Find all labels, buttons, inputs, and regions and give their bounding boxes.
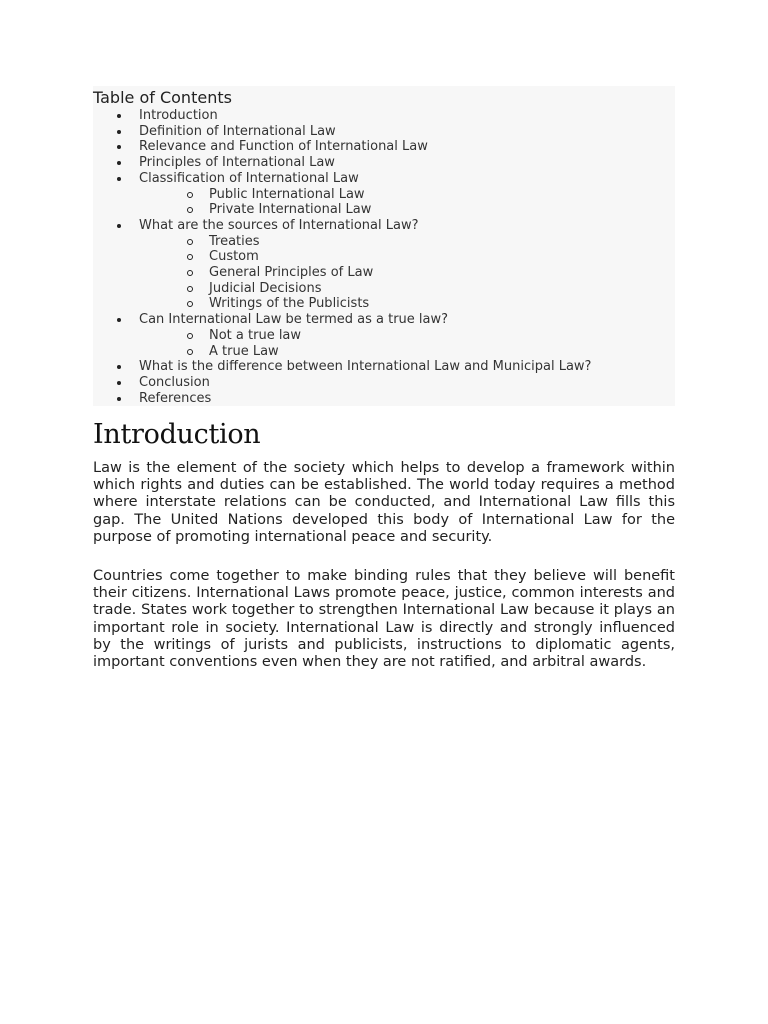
toc-item[interactable] [93, 312, 675, 328]
toc-subsection [93, 328, 675, 359]
toc-item[interactable] [93, 391, 675, 407]
toc-sublist [93, 234, 675, 313]
toc-subitem[interactable] [93, 234, 675, 250]
section-heading-introduction: Introduction [93, 419, 261, 450]
circle-bullet-icon [187, 333, 193, 339]
circle-bullet-icon [187, 207, 193, 213]
toc-list [93, 108, 675, 406]
toc-sublist [93, 328, 675, 359]
bullet-icon [117, 161, 121, 165]
toc-subsection [93, 234, 675, 313]
toc-item[interactable] [93, 124, 675, 140]
bullet-icon [117, 224, 121, 228]
toc-item-label: Principles of International Law [139, 155, 335, 171]
document-page [93, 86, 675, 693]
toc-subsection [93, 187, 675, 218]
bullet-icon [117, 318, 121, 322]
toc-item-label: Definition of International Law [139, 123, 336, 139]
bullet-icon [117, 365, 121, 369]
toc-subitem[interactable] [93, 296, 675, 312]
toc-item-label: Can International Law be termed as a true law? [139, 312, 449, 328]
toc-item-label: Relevance and Function of International Law [139, 139, 428, 155]
toc-item[interactable] [93, 171, 675, 187]
toc-subitem[interactable] [93, 281, 675, 297]
toc-subitem-label: A true Law [209, 343, 279, 359]
bullet-icon [117, 114, 121, 118]
toc-subitem-label: Not a true law [209, 327, 302, 343]
toc-item[interactable] [93, 218, 675, 234]
circle-bullet-icon [187, 239, 193, 245]
bullet-icon [117, 177, 121, 181]
circle-bullet-icon [187, 286, 193, 292]
toc-subitem[interactable] [93, 187, 675, 203]
toc-subitem-label: Private International Law [209, 202, 372, 218]
toc-item[interactable] [93, 375, 675, 391]
circle-bullet-icon [187, 349, 193, 355]
bullet-icon [117, 381, 121, 385]
intro-paragraph: Countries come together to make binding rules that they believe will benefit their citizens. International Laws promote peace, justice, common interests and trade. States work together to strengthen International Law because it plays an important role in society. International Law is directly and strongly influenced by the writings of jurists and publicists, instructions to diplomatic agents, important conventions even when they are not ratified, and arbitral awards. [93, 568, 675, 671]
toc-subitem[interactable] [93, 249, 675, 265]
circle-bullet-icon [187, 254, 193, 260]
toc-item[interactable] [93, 139, 675, 155]
bullet-icon [117, 130, 121, 134]
toc-subitem[interactable] [93, 344, 675, 360]
circle-bullet-icon [187, 192, 193, 198]
bullet-icon [117, 145, 121, 149]
table-of-contents [93, 86, 675, 406]
toc-item[interactable] [93, 359, 675, 375]
toc-subitem-label: Writings of the Publicists [209, 296, 370, 312]
circle-bullet-icon [187, 301, 193, 307]
toc-item-label: References [139, 390, 212, 406]
toc-item-label: Classification of International Law [139, 170, 359, 186]
toc-item-label: Introduction [139, 108, 218, 123]
toc-item[interactable] [93, 155, 675, 171]
toc-sublist [93, 187, 675, 218]
toc-item-label: What is the difference between International Law and Municipal Law? [139, 359, 592, 375]
circle-bullet-icon [187, 270, 193, 276]
toc-subitem-label: Public International Law [209, 186, 365, 202]
toc-item-label: Conclusion [139, 374, 210, 390]
toc-item-label: What are the sources of International Law? [139, 217, 419, 233]
toc-title: Table of Contents [93, 88, 232, 107]
toc-subitem-label: Treaties [209, 233, 260, 249]
bullet-icon [117, 397, 121, 401]
toc-subitem[interactable] [93, 202, 675, 218]
toc-subitem[interactable] [93, 265, 675, 281]
toc-subitem[interactable] [93, 328, 675, 344]
toc-subitem-label: Custom [209, 249, 259, 265]
toc-item[interactable] [93, 108, 675, 124]
toc-subitem-label: Judicial Decisions [209, 280, 322, 296]
intro-paragraph: Law is the element of the society which helps to develop a framework within which rights and duties can be established. The world today requires a method where interstate relations can be conducted, and International Law fills this gap. The United Nations developed this body of International Law for the purpose of promoting international peace and security. [93, 460, 675, 545]
toc-subitem-label: General Principles of Law [209, 265, 374, 281]
